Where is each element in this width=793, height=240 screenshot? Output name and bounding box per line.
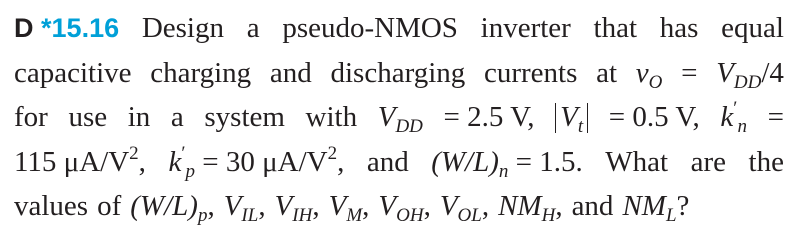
problem-number [14, 6, 119, 51]
wl-p-symbol: $(W/L)_p$, [130, 190, 215, 226]
word: What [605, 145, 669, 178]
vol-symbol: $V_{OL}$, [439, 190, 490, 226]
equals-sign: = [767, 101, 784, 133]
word: a [170, 101, 184, 133]
word: equal [721, 12, 784, 44]
word: values [14, 190, 89, 222]
design-marker: D [14, 13, 34, 43]
word: in [127, 101, 151, 133]
vil-symbol: $V_{IL}$, [223, 190, 266, 226]
word: has [659, 12, 699, 44]
word: are [690, 145, 727, 178]
word: use [68, 101, 108, 133]
vm-symbol: $V_M$, [328, 190, 370, 226]
word: currents [484, 56, 578, 89]
kn-symbol: $k'_n$ [720, 98, 747, 137]
vt-value: = 0.5 V, [608, 101, 700, 133]
vdd-symbol: $V_{DD}$ [377, 101, 423, 137]
vdd-over-4: $V_{DD}/4$ [716, 56, 784, 93]
word: system [204, 101, 285, 133]
word: pseudo-NMOS [282, 12, 458, 44]
word: for [14, 101, 48, 133]
nmh-symbol: $NM_H$, [498, 190, 563, 226]
word: a [246, 12, 260, 44]
voh-symbol: $V_{OH}$, [378, 190, 431, 226]
word: that [593, 12, 638, 44]
problem-line-4 [14, 140, 784, 185]
equals-sign: = [681, 56, 698, 89]
kp-expression: $k'_p = 30$ $\mu A/V^2$, [168, 142, 345, 182]
problem-number-value: 15.16 [51, 13, 120, 43]
word: and [366, 145, 409, 178]
kn-value: 115 $\mu A/V^2$, [14, 142, 146, 178]
vdd-value: = 2.5 V, [443, 101, 535, 133]
wl-n-expression: $(W/L)_n = 1.5$. [431, 145, 583, 182]
word: with [305, 101, 358, 133]
nml-symbol: $NM_L$? [622, 190, 690, 226]
problem-statement [14, 6, 784, 229]
word: inverter [480, 12, 571, 44]
word: and [571, 190, 614, 222]
word: the [748, 145, 784, 178]
difficulty-star: * [41, 13, 52, 43]
word: Design [141, 12, 224, 44]
problem-line-5 [14, 184, 784, 229]
problem-line-2 [14, 51, 784, 96]
vt-abs: $V_t$ [555, 103, 588, 133]
problem-line-3 [14, 95, 784, 140]
word: discharging [330, 56, 466, 89]
word: at [596, 56, 618, 89]
vih-symbol: $V_{IH}$, [274, 190, 320, 226]
word: capacitive [14, 56, 132, 89]
word: charging [150, 56, 252, 89]
problem-line-1 [14, 6, 784, 51]
word: of [97, 190, 122, 222]
word: and [269, 56, 312, 89]
vo-symbol: $v_O$ [635, 56, 663, 93]
